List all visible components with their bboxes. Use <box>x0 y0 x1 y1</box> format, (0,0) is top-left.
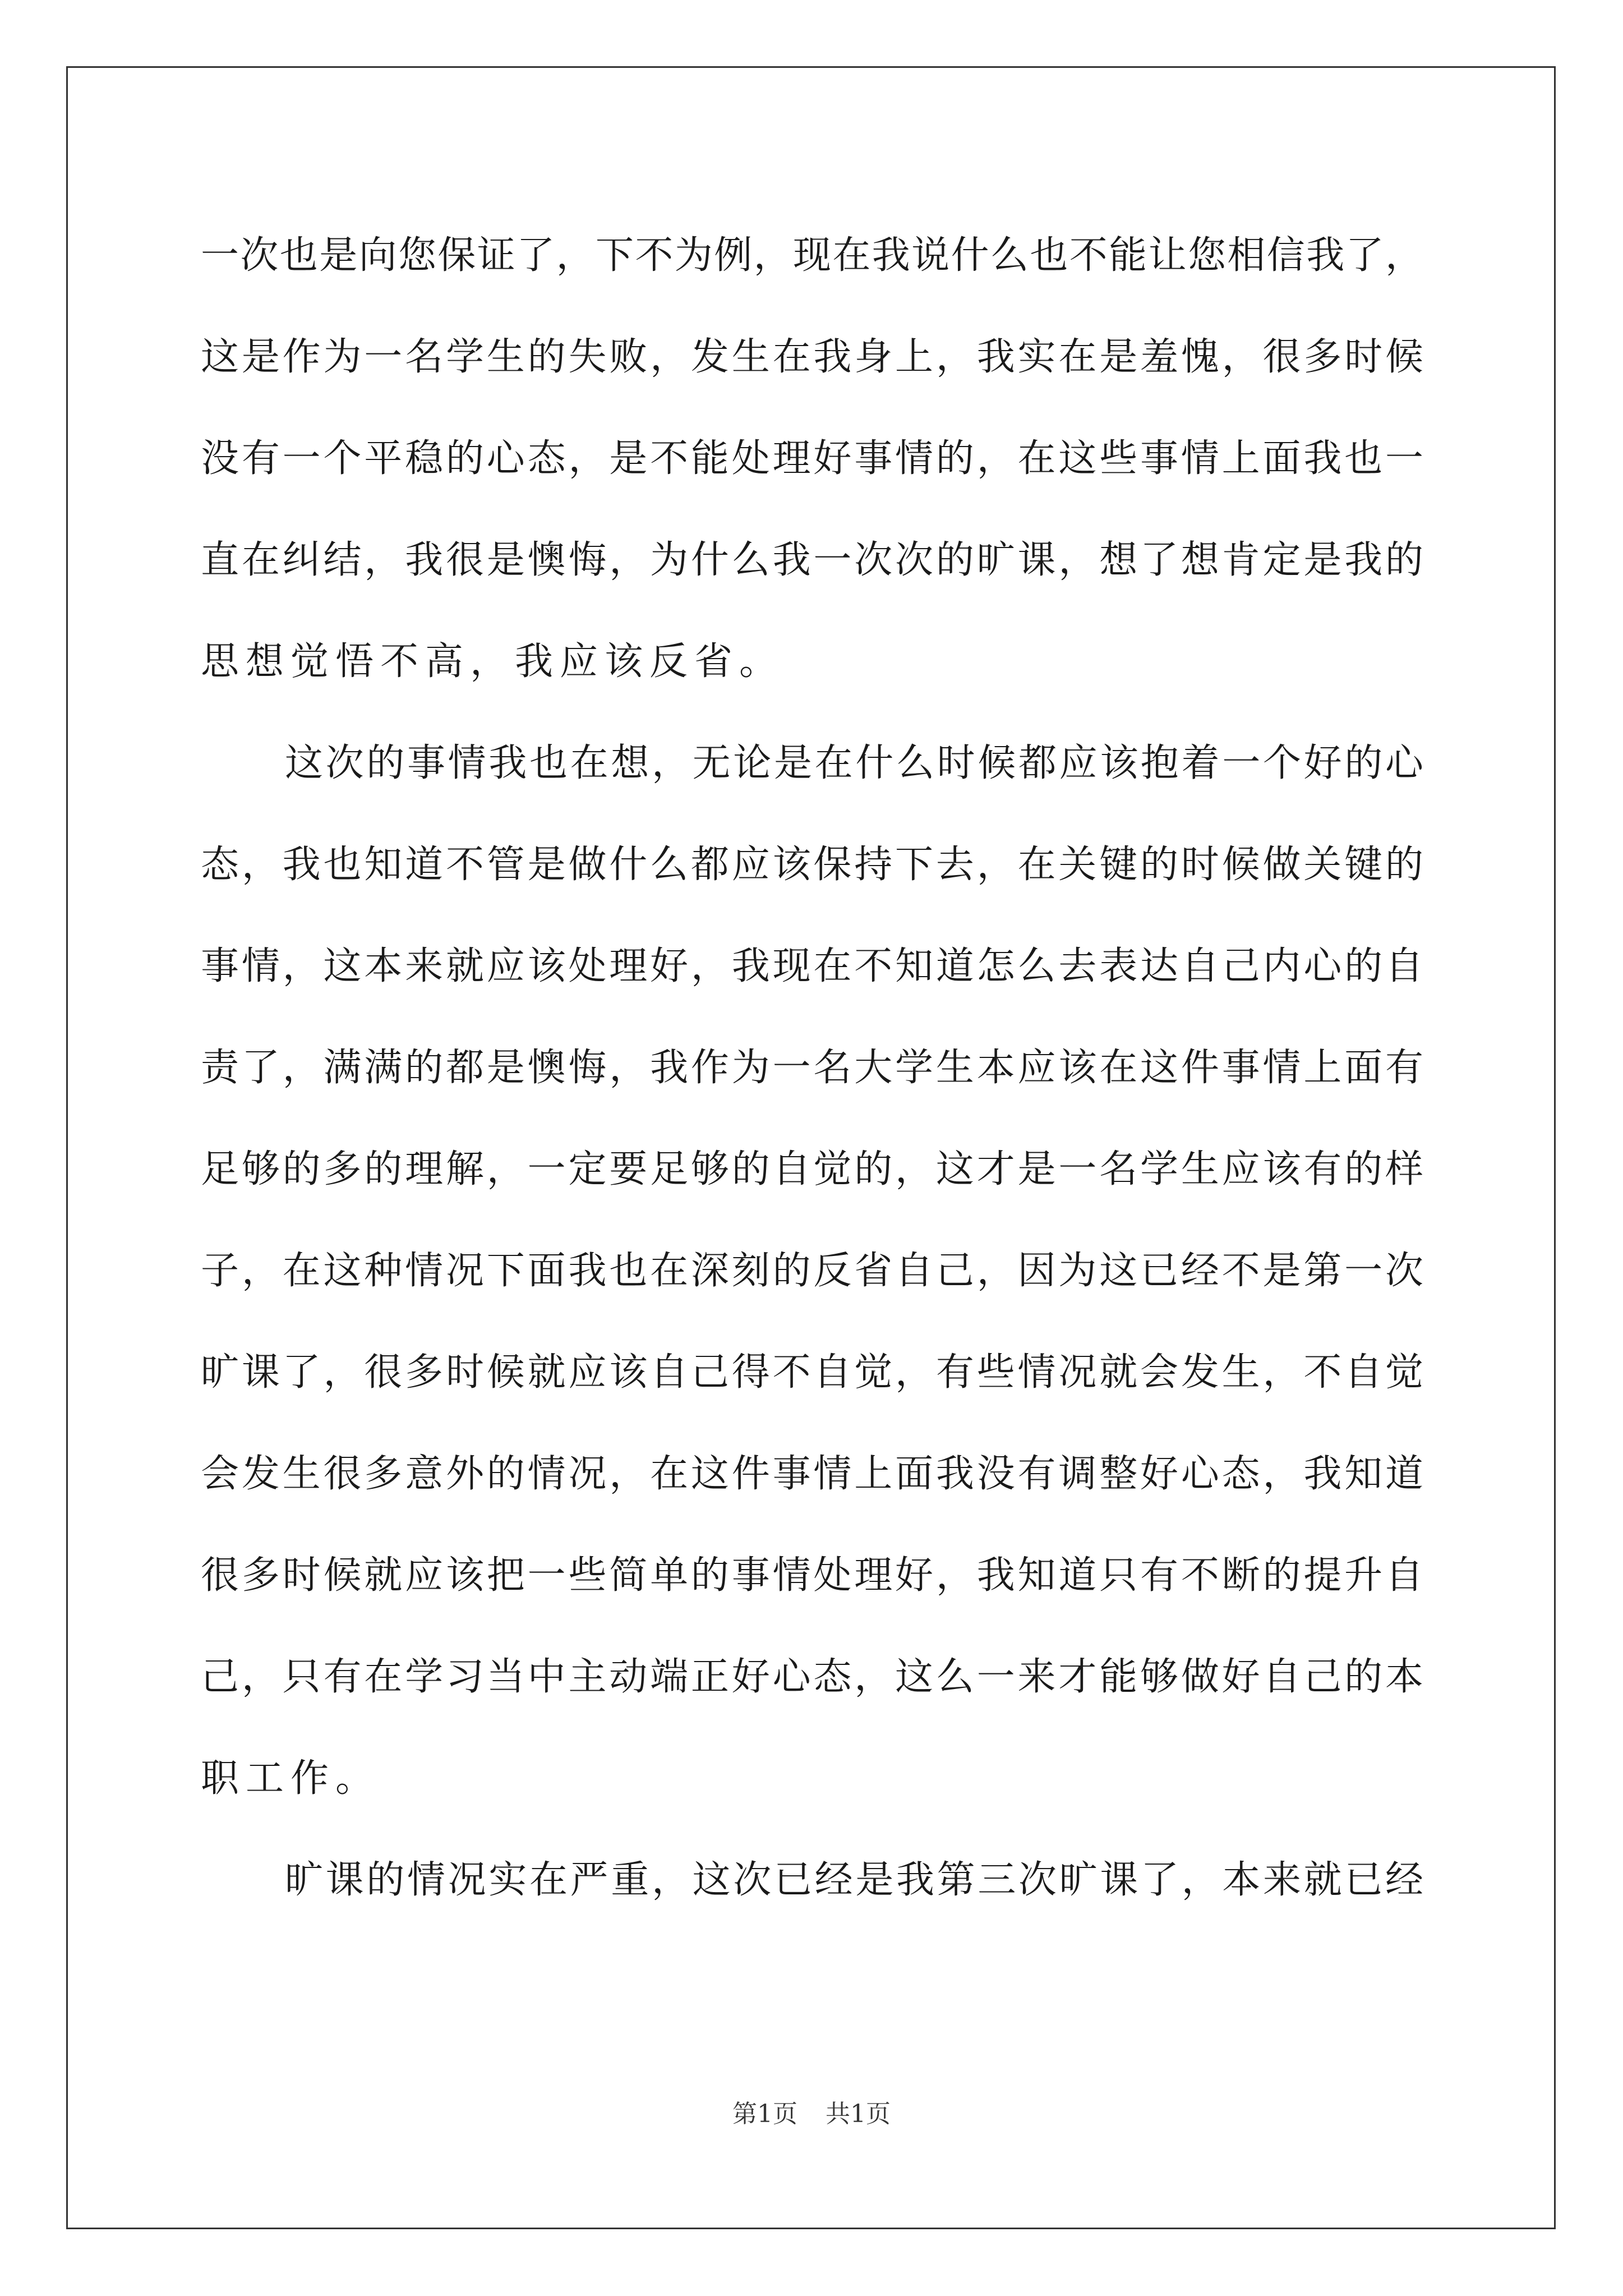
text-line: 足够的多的理解，一定要足够的自觉的，这才是一名学生应该有的样 <box>201 1147 1423 1191</box>
text-line: 思想觉悟不高，我应该反省。 <box>201 639 785 684</box>
text-line: 己，只有在学习当中主动端正好心态，这么一来才能够做好自己的本 <box>201 1655 1423 1699</box>
text-line: 态，我也知道不管是做什么都应该保持下去，在关键的时候做关键的 <box>201 843 1423 887</box>
paragraph-first-line: 旷课的情况实在严重，这次已经是我第三次旷课了，本来就已经 <box>285 1858 1423 1902</box>
text-line: 旷课了，很多时候就应该自己得不自觉，有些情况就会发生，不自觉 <box>201 1350 1423 1395</box>
text-line: 职工作。 <box>201 1756 381 1801</box>
page-footer <box>0 2093 1623 2129</box>
text-line: 直在纠结，我很是懊悔，为什么我一次次的旷课，想了想肯定是我的 <box>201 538 1423 582</box>
text-line: 很多时候就应该把一些简单的事情处理好，我知道只有不断的提升自 <box>201 1553 1423 1598</box>
text-line: 子，在这种情况下面我也在深刻的反省自己，因为这已经不是第一次 <box>201 1249 1423 1293</box>
text-line: 一次也是向您保证了，下不为例，现在我说什么也不能让您相信我了， <box>201 233 1423 278</box>
text-line: 这是作为一名学生的失败，发生在我身上，我实在是羞愧，很多时候 <box>201 335 1423 379</box>
text-line: 会发生很多意外的情况，在这件事情上面我没有调整好心态，我知道 <box>201 1452 1423 1496</box>
paragraph-first-line: 这次的事情我也在想，无论是在什么时候都应该抱着一个好的心 <box>285 741 1423 785</box>
page-total: 共1页 <box>826 2100 891 2128</box>
text-line: 责了，满满的都是懊悔，我作为一名大学生本应该在这件事情上面有 <box>201 1046 1423 1090</box>
page-number: 第1页 <box>732 2100 797 2128</box>
document-body <box>201 205 1423 1931</box>
text-line: 事情，这本来就应该处理好，我现在不知道怎么去表达自己内心的自 <box>201 944 1423 988</box>
text-line: 没有一个平稳的心态，是不能处理好事情的，在这些事情上面我也一 <box>201 436 1423 481</box>
